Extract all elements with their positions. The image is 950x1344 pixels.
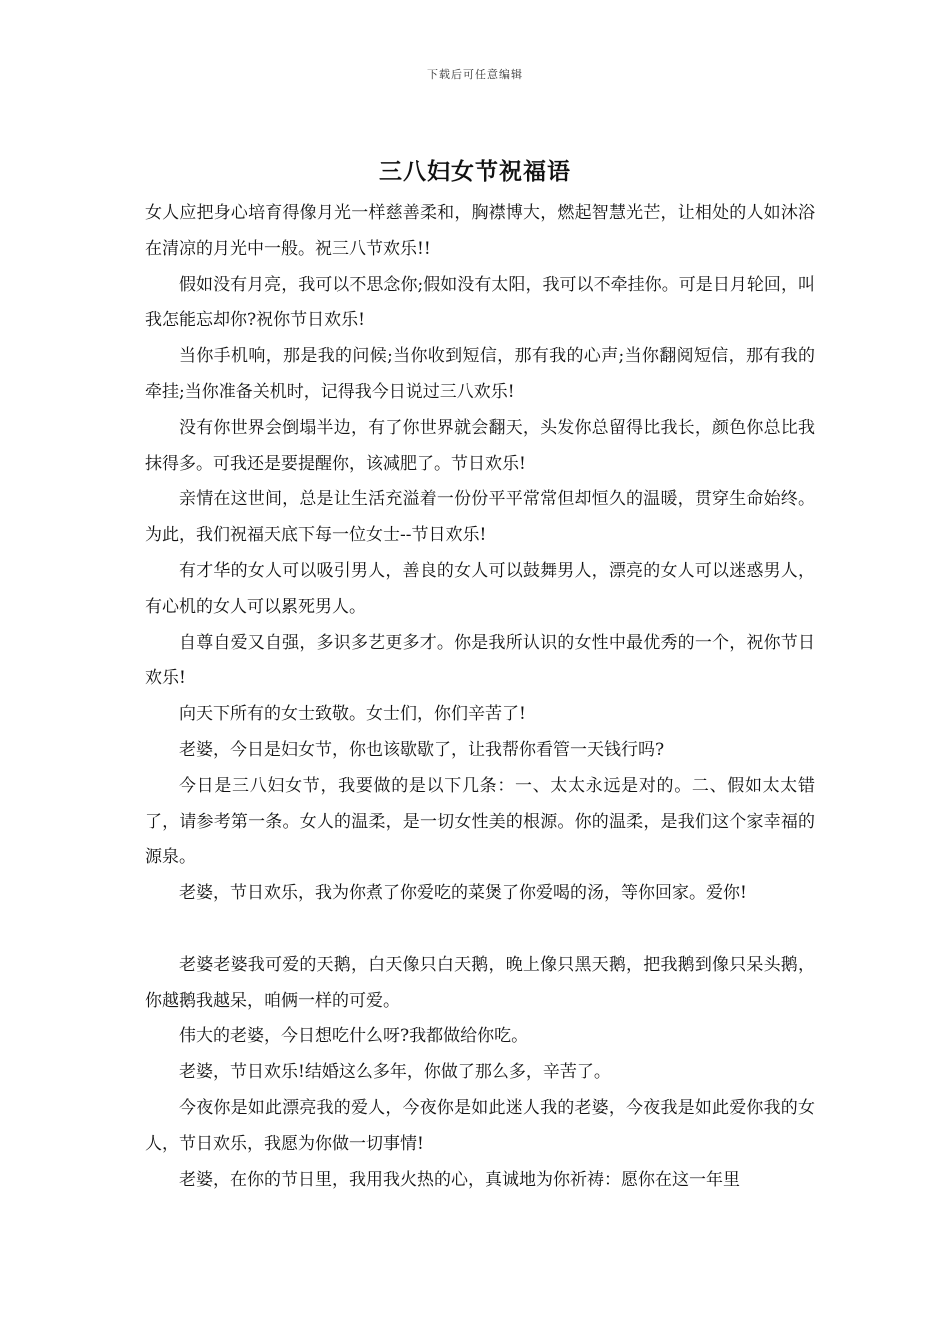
- paragraph: 老婆，今日是妇女节，你也该歇歇了，让我帮你看管一天钱行吗?: [179, 739, 665, 760]
- document-body: [145, 196, 815, 1198]
- paragraph: 女人应把身心培育得像月光一样慈善柔和，胸襟博大，燃起智慧光芒，让相处的人如沐浴在清凉的月光中一般。祝三八节欢乐!!: [145, 203, 815, 259]
- paragraph: 没有你世界会倒塌半边，有了你世界就会翻天，头发你总留得比我长，颜色你总比我抹得多。可我还是要提醒你，该减肥了。节日欢乐!: [145, 417, 815, 474]
- paragraph: 假如没有月亮，我可以不思念你;假如没有太阳，我可以不牵挂你。可是日月轮回，叫我怎能忘却你?祝你节日欢乐!: [145, 274, 815, 331]
- paragraph: 今日是三八妇女节，我要做的是以下几条：一、太太永远是对的。二、假如太太错了，请参考第一条。女人的温柔，是一切女性美的根源。你的温柔，是我们这个家幸福的源泉。: [145, 775, 815, 868]
- document-title: 三八妇女节祝福语: [379, 158, 571, 185]
- paragraph: 老婆，节日欢乐，我为你煮了你爱吃的菜煲了你爱喝的汤，等你回家。爱你!: [179, 883, 747, 904]
- paragraph: 老婆，在你的节日里，我用我火热的心，真诚地为你祈祷：愿你在这一年里: [179, 1169, 740, 1190]
- paragraph: 亲情在这世间，总是让生活充溢着一份份平平常常但却恒久的温暖，贯穿生命始终。为此，我们祝福天底下每一位女士--节日欢乐!: [145, 489, 815, 546]
- blank-line: [145, 912, 815, 948]
- paragraph: 自尊自爱又自强，多识多艺更多才。你是我所认识的女性中最优秀的一个，祝你节日欢乐!: [145, 632, 815, 689]
- paragraph: 向天下所有的女士致敬。女士们，你们辛苦了!: [179, 704, 526, 725]
- paragraph: 今夜你是如此漂亮我的爱人，今夜你是如此迷人我的老婆，今夜我是如此爱你我的女人，节日欢乐，我愿为你做一切事情!: [145, 1097, 815, 1154]
- paragraph: 当你手机响，那是我的问候;当你收到短信，那有我的心声;当你翻阅短信，那有我的牵挂;当你准备关机时，记得我今日说过三八欢乐!: [145, 346, 815, 402]
- header-note: 下载后可任意编辑: [427, 68, 523, 81]
- paragraph: 老婆老婆我可爱的天鹅，白天像只白天鹅，晚上像只黑天鹅，把我鹅到像只呆头鹅，你越鹅我越呆，咱俩一样的可爱。: [145, 954, 815, 1011]
- paragraph: 老婆，节日欢乐!结婚这么多年，你做了那么多，辛苦了。: [179, 1062, 611, 1083]
- paragraph: 伟大的老婆，今日想吃什么呀?我都做给你吃。: [179, 1026, 529, 1047]
- paragraph: 有才华的女人可以吸引男人，善良的女人可以鼓舞男人，漂亮的女人可以迷惑男人，有心机的女人可以累死男人。: [145, 560, 815, 617]
